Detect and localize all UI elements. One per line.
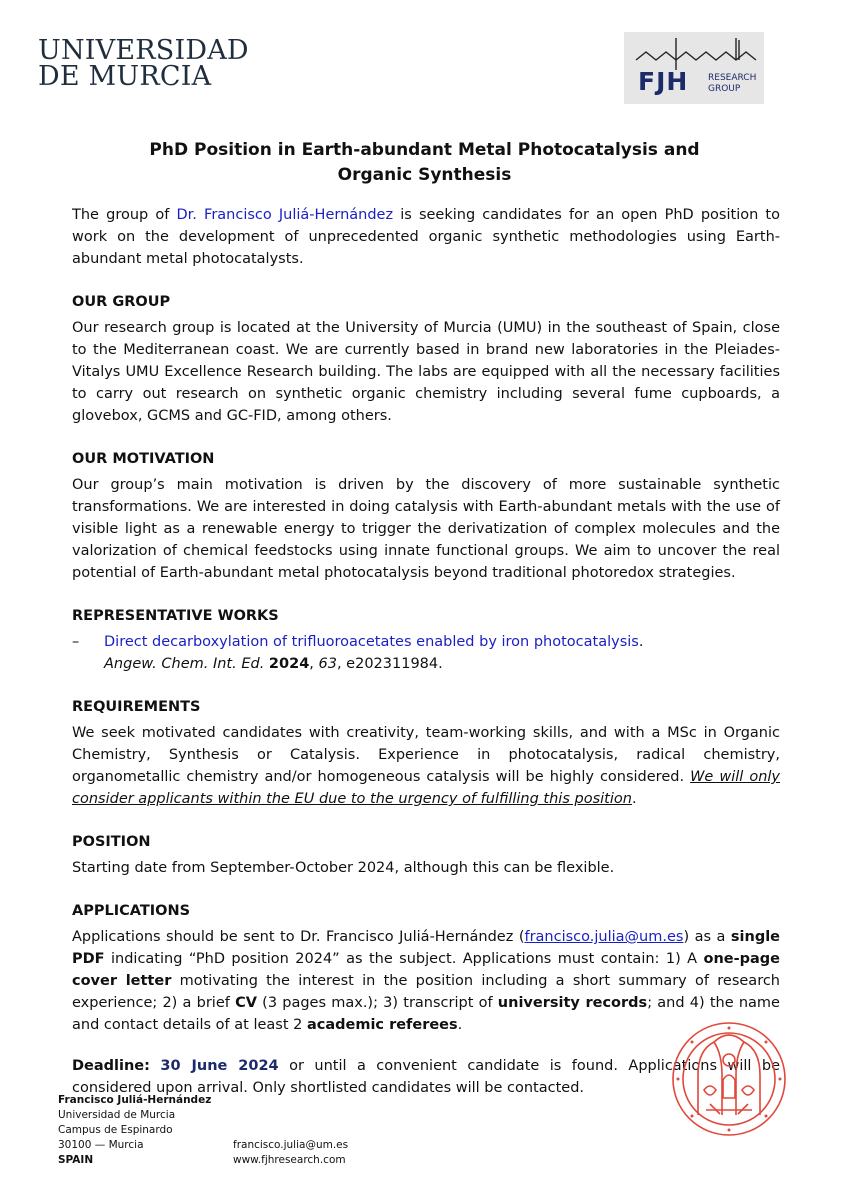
requirements-emphasis: We will only consider applicants within the EU due to the urgency of fulfilling this position <box>72 769 780 807</box>
university-seal-icon <box>670 1020 788 1138</box>
intro-suffix: is seeking candidates for an open PhD position to work on the development of unprecedented organic synthetic methodologies using Earth-abundant metal photocatalysts. <box>72 207 780 267</box>
journal-name: Angew. Chem. Int. Ed. <box>104 656 265 672</box>
journal-volume: 63 <box>318 656 337 672</box>
work-title-link[interactable]: Direct decarboxylation of trifluoroacetates enabled by iron photocatalysis <box>104 634 639 650</box>
requirements-end: . <box>631 791 637 807</box>
university-logo-line1: UNIVERSIDAD <box>38 35 249 66</box>
position-heading: POSITION <box>72 834 151 850</box>
title-line1: PhD Position in Earth-abundant Metal Photocatalysis and <box>149 140 700 160</box>
university-logo <box>38 35 249 92</box>
app-bold-cover-letter: one-page cover letter <box>72 951 780 989</box>
our-group-text: Our research group is located at the University of Murcia (UMU) in the southeast of Spain, close to the Mediterranean coast. We are currently based in brand new laboratories in the Pleiades-Vitalys UMU Excellence Research building. The labs are equipped with all the necessary facilities to carry out research on synthetic organic chemistry including several fume cupboards, a glovebox, GCMS and GC-FID, among others. <box>72 320 780 424</box>
fjh-subtitle <box>708 73 756 95</box>
requirements-text <box>72 722 780 810</box>
footer-website[interactable]: www.fjhresearch.com <box>233 1154 346 1166</box>
university-logo-line2: DE MURCIA <box>38 61 212 92</box>
page-title <box>72 138 777 188</box>
footer-line2: Universidad de Murcia <box>58 1109 176 1121</box>
intro-paragraph <box>72 204 780 270</box>
title-line2: Organic Synthesis <box>337 165 512 185</box>
research-group-logo <box>624 32 764 104</box>
journal-article: e202311984. <box>346 656 443 672</box>
pi-name-link[interactable]: Dr. Francisco Juliá-Hernández <box>176 207 394 223</box>
email-link[interactable]: francisco.julia@um.es <box>524 929 684 945</box>
app-bold-referees: academic referees <box>306 1017 458 1033</box>
footer-email[interactable]: francisco.julia@um.es <box>233 1139 349 1151</box>
footer-line3: Campus de Espinardo <box>58 1124 173 1136</box>
intro-prefix: The group of <box>72 207 177 223</box>
footer-line4: 30100 — Murcia <box>58 1139 144 1151</box>
position-text: Starting date from September-October 2024, although this can be flexible. <box>72 860 615 876</box>
app-bold-cv: CV <box>235 995 257 1011</box>
app-text-5: (3 pages max.); 3) transcript of <box>256 995 498 1011</box>
fjh-letters: FJH <box>638 67 689 96</box>
fjh-subtitle-line2: GROUP <box>708 84 741 94</box>
motivation-heading: OUR MOTIVATION <box>72 451 215 467</box>
app-bold-single-pdf: single PDF <box>72 929 780 967</box>
work-citation: Direct decarboxylation of trifluoroacetates enabled by iron photocatalysis. Angew. Chem. Int. Ed. 2024, 63, e202311984. <box>104 634 644 672</box>
list-dash: – <box>72 634 80 650</box>
motivation-text: Our group’s main motivation is driven by the discovery of more sustainable synthetic transformations. We are interested in doing catalysis with Earth-abundant metals with the use of visible light as a renewable energy to trigger the derivatization of complex molecules and the valorization of chemical feedstocks using innate functional groups. We aim to uncover the real potential of Earth-abundant metal photocatalysis beyond traditional photoredox strategies. <box>72 477 780 581</box>
fjh-subtitle-line1: RESEARCH <box>708 73 757 83</box>
app-text-1: Applications should be sent to Dr. Francisco Juliá-Hernández ( <box>72 929 525 945</box>
requirements-heading: REQUIREMENTS <box>72 699 201 715</box>
work-title-period: . <box>638 634 644 650</box>
document-body <box>72 204 780 1099</box>
app-text-2: ) as a <box>683 929 731 945</box>
deadline-text: or until a convenient candidate is found. Applications will be considered upon arrival. Only shortlisted candidates will be contacted. <box>72 1058 780 1096</box>
app-text-4: motivating the interest in the position including a short summary of research experience; 2) a brief <box>72 973 780 1011</box>
footer-line5: SPAIN <box>58 1154 94 1166</box>
footer-contact <box>233 1138 348 1168</box>
works-heading: REPRESENTATIVE WORKS <box>72 608 279 624</box>
deadline-date: 30 June 2024 <box>160 1058 279 1074</box>
app-text-3: indicating “PhD position 2024” as the subject. Applications must contain: 1) A <box>104 951 704 967</box>
app-bold-records: university records <box>497 995 648 1011</box>
journal-year: 2024 <box>268 656 310 672</box>
requirements-body: We seek motivated candidates with creativity, team-working skills, and with a MSc in Organic Chemistry, Synthesis or Catalysis. Experience in photocatalysis, radical chemistry, organometallic chemistry and/or homogeneous catalysis will be highly considered. <box>72 725 780 785</box>
footer-name: Francisco Juliá-Hernández <box>58 1094 212 1106</box>
deadline-label: Deadline: <box>72 1058 150 1074</box>
representative-work-item <box>72 631 780 675</box>
our-group-heading: OUR GROUP <box>72 294 171 310</box>
app-text-7: . <box>457 1017 463 1033</box>
applications-heading: APPLICATIONS <box>72 903 191 919</box>
footer-address <box>58 1093 211 1168</box>
app-text-6: ; and 4) the name and contact details of at least 2 <box>72 995 780 1033</box>
